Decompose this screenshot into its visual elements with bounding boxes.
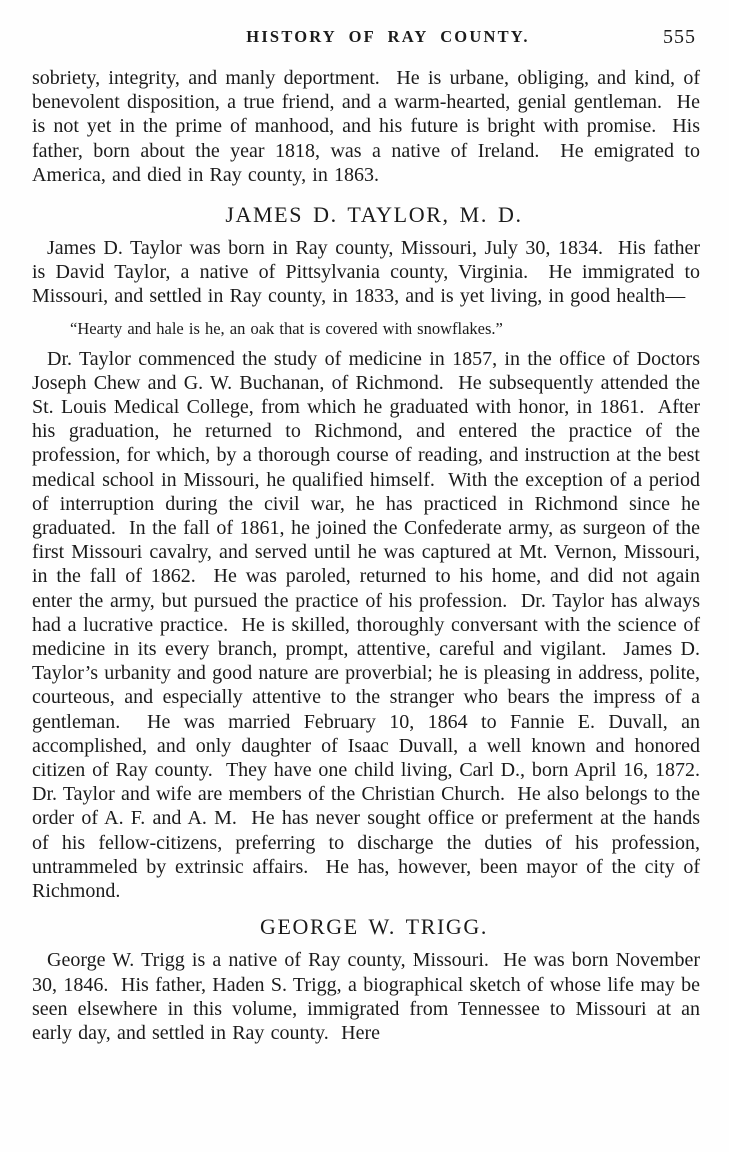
running-head-title: HISTORY OF RAY COUNTY. <box>246 27 530 46</box>
section-heading-trigg: GEORGE W. TRIGG. <box>260 914 488 940</box>
taylor-paragraph-2: Dr. Taylor commenced the study of medicine in 1857, in the office of Doctors Joseph Chew and G. W. Buchanan, of Richmond. He subsequently attended the St. Louis Medical College, from which he graduated with honor, in 1861. After his graduation, he returned to Richmond, and entered the practice of the profession, for which, by a thorough course of reading, and instruction at the best medical school in Missouri, he qualified himself. With the exception of a period of interruption during the civil war, he has practiced in Richmond since he graduated. In the fall of 1861, he joined the Confederate army, as surgeon of the first Missouri cavalry, and served until he was captured at Mt. Vernon, Missouri, in the fall of 1862. He was paroled, returned to his home, and did not again enter the army, but pursued the practice of his profession. Dr. Taylor has always had a lucrative practice. He is skilled, thoroughly conversant with the science of medicine in its every branch, prompt, attentive, careful and vigilant. James D. Taylor’s urbanity and good nature are proverbial; he is pleasing in address, polite, courteous, and especially attentive to the stranger who bears the impress of a gentleman. He was married February 10, 1864 to Fannie E. Duvall, an accomplished, and only daughter of Isaac Duvall, a well known and honored citizen of Ray county. They have one child living, Carl D., born April 16, 1872. Dr. Taylor and wife are members of the Christian Church. He also belongs to the order of A. F. and A. M. He has never sought office or preferment at the hands of his fellow-citizens, preferring to discharge the duties of his profession, untrammeled by extrinsic affairs. He has, however, been mayor of the city of Richmond. <box>32 347 713 903</box>
taylor-quote: “Hearty and hale is he, an oak that is covered with snowflakes.” <box>70 318 503 338</box>
page-number: 555 <box>663 26 696 48</box>
running-header <box>32 26 700 48</box>
continuation-paragraph: sobriety, integrity, and manly deportment. He is urbane, obliging, and kind, of benevolent disposition, a true friend, and a warm-hearted, genial gentleman. He is not yet in the prime of manhood, and his future is bright with promise. His father, born about the year 1818, was a native of Ireland. He emigrated to America, and died in Ray county, in 1863. <box>32 67 707 186</box>
trigg-paragraph-1: George W. Trigg is a native of Ray county, Missouri. He was born November 30, 1846. His father, Haden S. Trigg, a biographical sketch of whose life may be seen elsewhere in this volume, immigrated from Tennessee to Missouri at an early day, and settled in Ray county. Here <box>32 949 707 1044</box>
section-heading-taylor: JAMES D. TAYLOR, M. D. <box>225 202 523 228</box>
taylor-paragraph-1: James D. Taylor was born in Ray county, Missouri, July 30, 1834. His father is David Taylor, a native of Pittsylvania county, Virginia. He immigrated to Missouri, and settled in Ray county, in 1833, and is yet living, in good health— <box>32 237 707 308</box>
